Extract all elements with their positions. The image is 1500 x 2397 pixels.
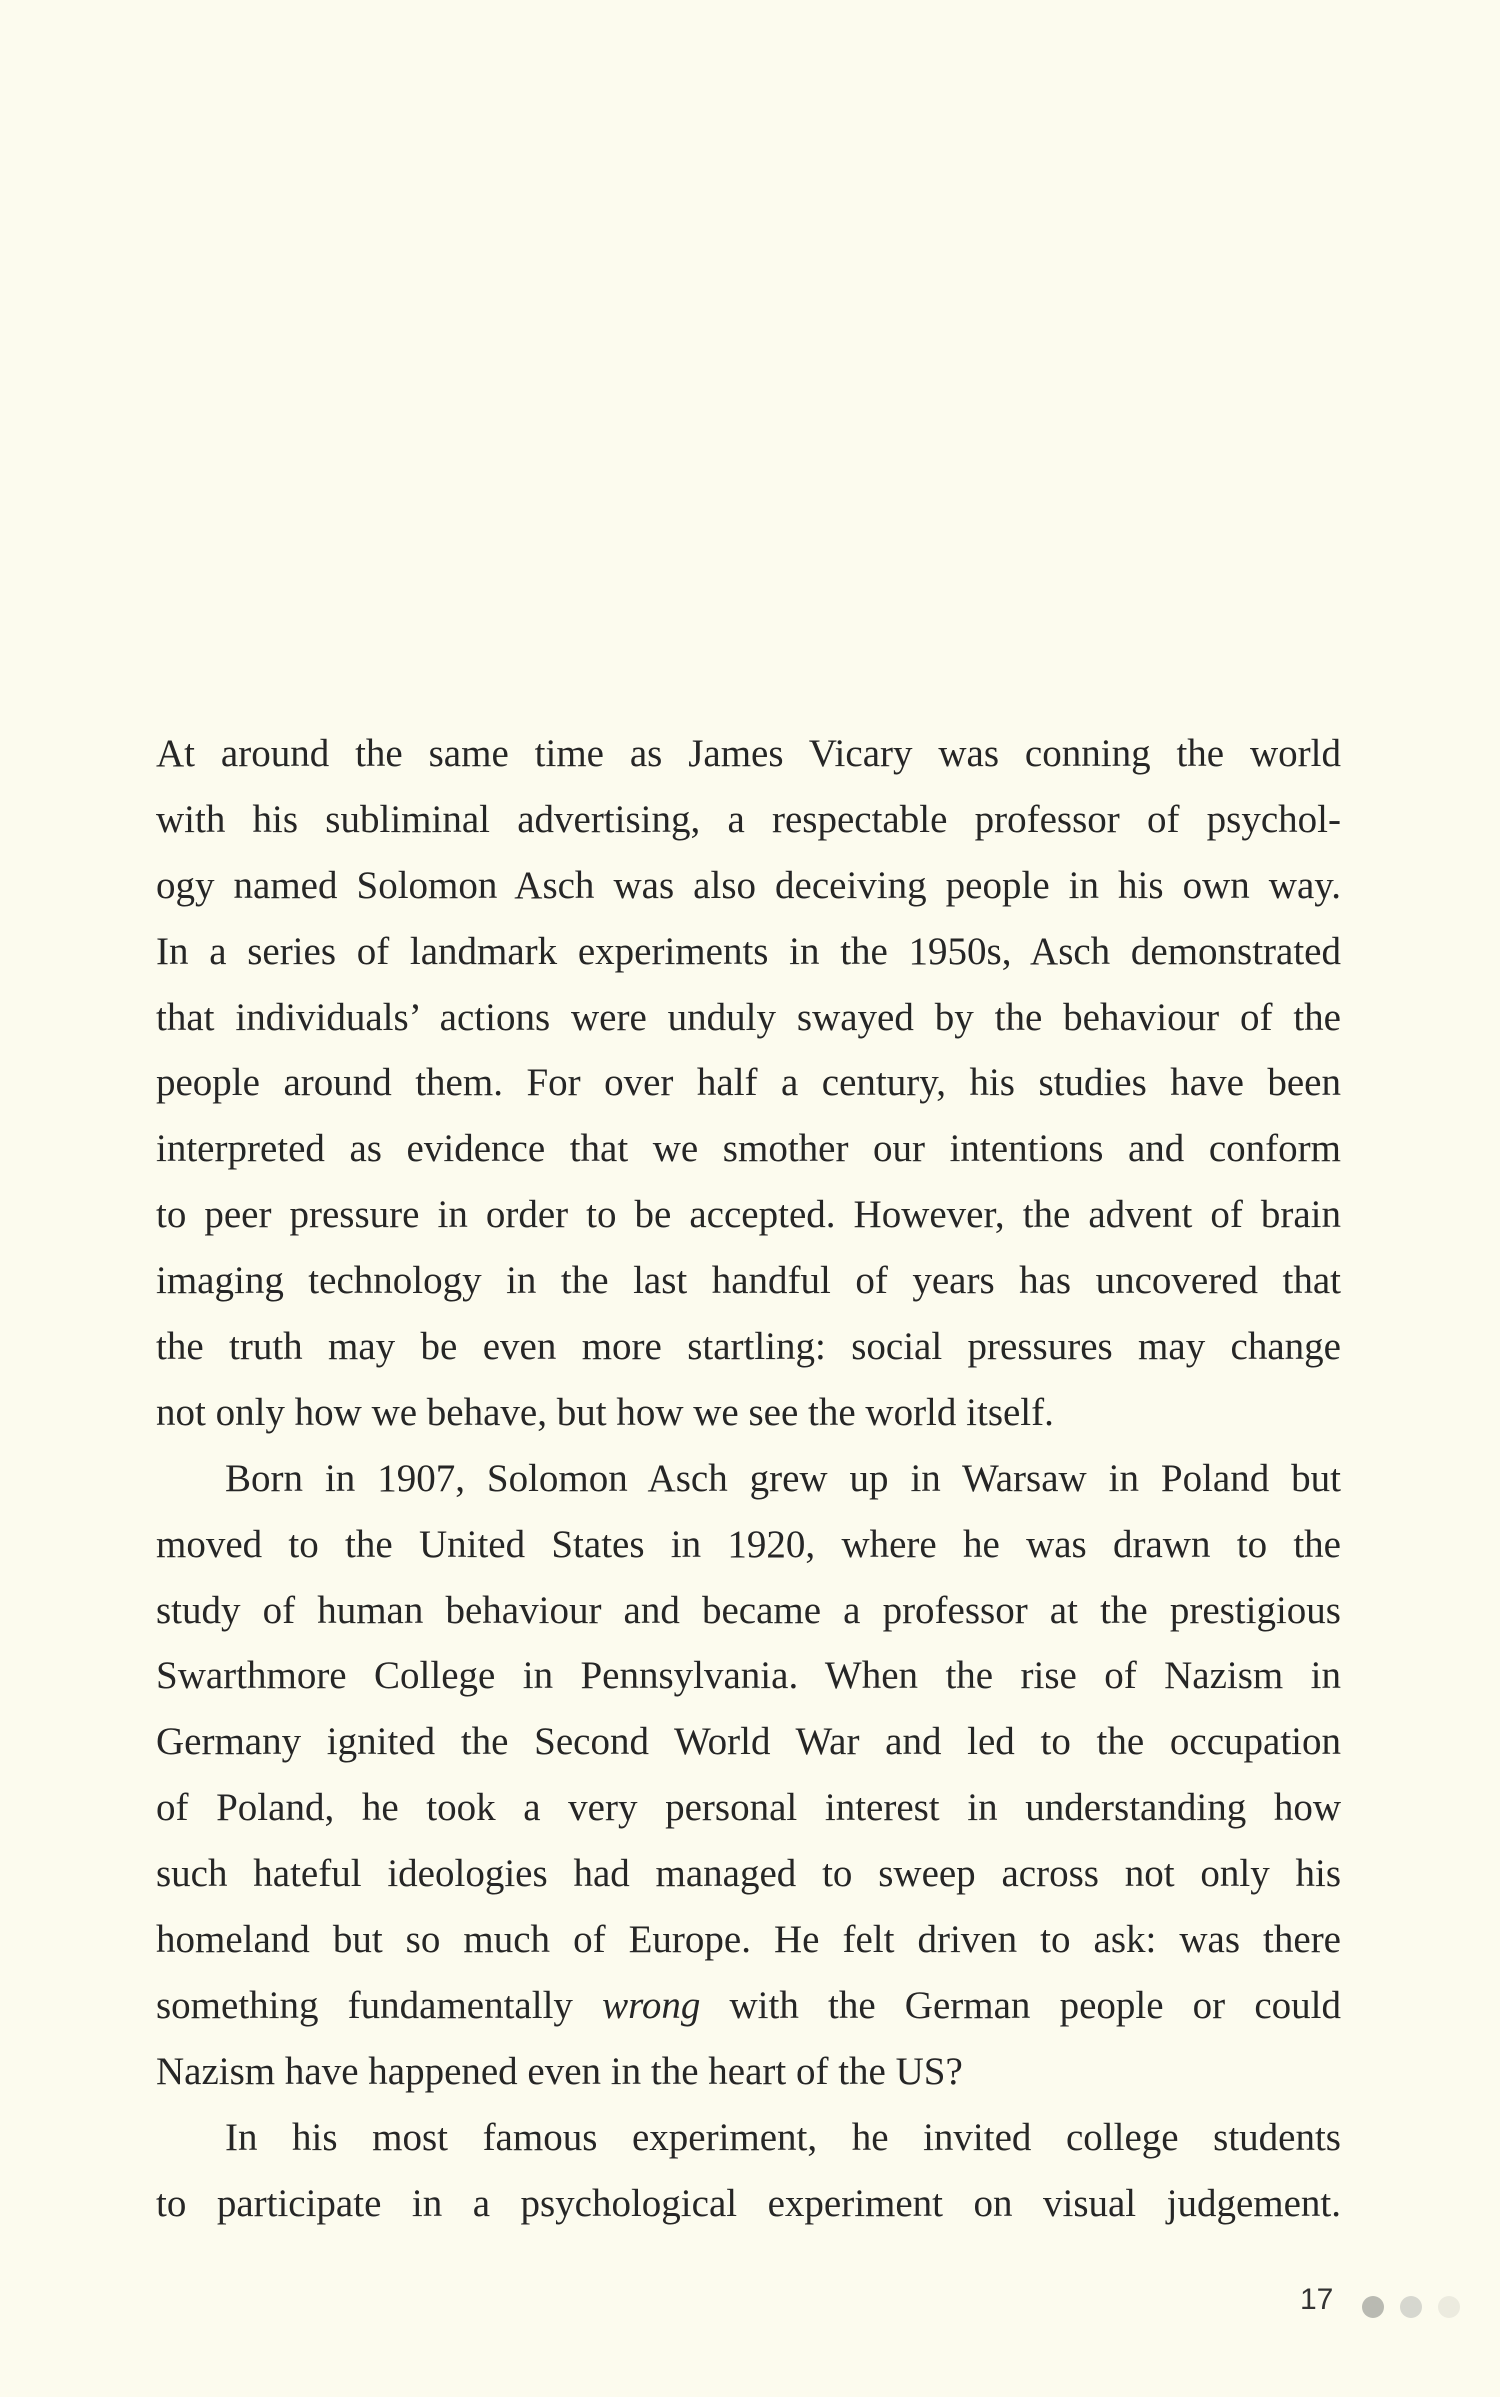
text-line: At around the same time as James Vicary was conning the world bbox=[156, 732, 1341, 775]
text-line: to participate in a psychological experiment on visual judgement. bbox=[156, 2181, 1341, 2225]
emphasized-word: wrong bbox=[602, 1983, 701, 2027]
body-text bbox=[156, 721, 1341, 2236]
text-line: moved to the United States in 1920, where he was drawn to the bbox=[156, 1522, 1341, 1566]
text-line: not only how we behave, but how we see the world itself. bbox=[156, 1390, 1054, 1434]
folio-dot-icon bbox=[1438, 2296, 1460, 2318]
text-segment: something fundamentally bbox=[156, 1983, 603, 2027]
paragraph-3 bbox=[156, 2105, 1341, 2237]
page-number: 17 bbox=[1300, 2283, 1334, 2316]
text-line: interpreted as evidence that we smother our intentions and conform bbox=[156, 1127, 1341, 1171]
text-line: ogy named Solomon Asch was also deceiving people in his own way. bbox=[156, 863, 1341, 907]
text-line: imaging technology in the last handful of years has uncovered that bbox=[156, 1259, 1341, 1303]
text-line: such hateful ideologies had managed to sweep across not only his bbox=[156, 1852, 1341, 1896]
text-line-with-emphasis bbox=[156, 1973, 1341, 2039]
text-line: In a series of landmark experiments in the 1950s, Asch demonstrated bbox=[156, 929, 1341, 973]
paragraph-2 bbox=[156, 1446, 1341, 2105]
folio-dot-icon bbox=[1362, 2296, 1384, 2318]
text-segment: with the German people or could bbox=[700, 1983, 1341, 2027]
text-line: Germany ignited the Second World War and led to the occupation bbox=[156, 1720, 1341, 1764]
text-line: In his most famous experiment, he invited college students bbox=[225, 2115, 1341, 2159]
folio-dot-icon bbox=[1400, 2296, 1422, 2318]
text-line: to peer pressure in order to be accepted. However, the advent of brain bbox=[156, 1193, 1341, 1237]
text-line: that individuals’ actions were unduly swayed by the behaviour of the bbox=[156, 995, 1341, 1039]
paragraph-1 bbox=[156, 721, 1341, 1446]
text-line: Born in 1907, Solomon Asch grew up in Warsaw in Poland but bbox=[225, 1456, 1341, 1500]
text-line: people around them. For over half a century, his studies have been bbox=[156, 1061, 1341, 1105]
text-line: homeland but so much of Europe. He felt driven to ask: was there bbox=[156, 1918, 1341, 1962]
text-line: Swarthmore College in Pennsylvania. When the rise of Nazism in bbox=[156, 1654, 1341, 1698]
text-line: with his subliminal advertising, a respectable professor of psychol- bbox=[156, 797, 1341, 841]
text-line: of Poland, he took a very personal interest in understanding how bbox=[156, 1786, 1341, 1830]
text-line: the truth may be even more startling: social pressures may change bbox=[156, 1325, 1341, 1369]
text-line: Nazism have happened even in the heart of the US? bbox=[156, 2049, 963, 2093]
text-line: study of human behaviour and became a professor at the prestigious bbox=[156, 1588, 1341, 1632]
